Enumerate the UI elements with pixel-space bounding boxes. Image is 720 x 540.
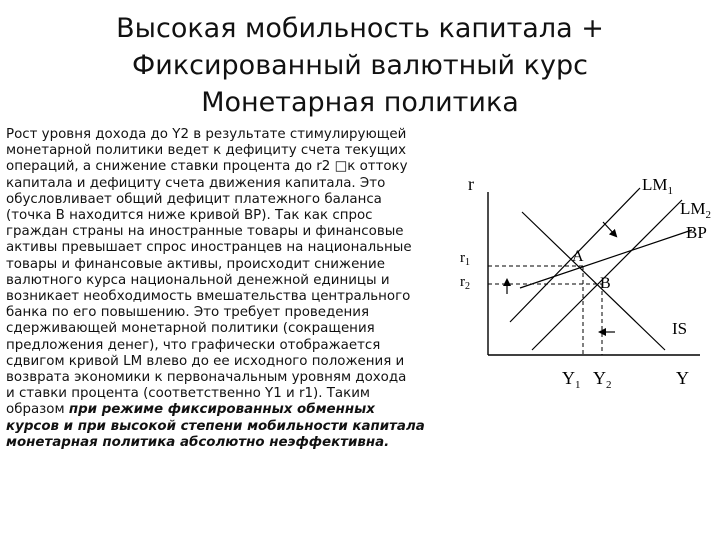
text-line: банка по его повышению. Это требует проведения <box>6 305 370 321</box>
is-lm-bp-diagram <box>450 160 712 396</box>
text-line: возврата экономики к первоначальным уровням дохода <box>6 370 407 386</box>
y-axis-label: r <box>468 174 474 194</box>
text-line: операций, а снижение ставки процента до r2 □к оттоку <box>6 159 408 175</box>
point-b-label: B <box>600 275 611 292</box>
is-label: IS <box>672 319 688 338</box>
conclusion-line: монетарная политика абсолютно неэффективна. <box>6 434 390 450</box>
text-line: сдвигом кривой LM влево до ее исходного положения и <box>6 353 405 369</box>
text-line: монетарной политики ведет к дефициту счета текущих <box>6 143 406 159</box>
text-line: обусловливает общий дефицит платежного баланса <box>6 191 382 207</box>
slide-title <box>0 10 720 121</box>
text-line: сдерживающей монетарной политики (сокращения <box>6 321 375 337</box>
text-plain: образом <box>6 402 69 418</box>
lm1-label: $LM_1$ <box>642 175 673 197</box>
bp-label: BP <box>686 223 707 242</box>
text-line: предложения денег), что графически отображается <box>6 337 381 353</box>
text-line: активы превышает спрос иностранцев на национальные <box>6 240 412 256</box>
is-curve <box>522 212 665 350</box>
text-line: граждан страны на иностранные товары и финансовые <box>6 224 404 240</box>
text-line: валютного курса национальной денежной единицы и <box>6 272 390 288</box>
text-line: капитала и дефициту счета движения капитала. Это <box>6 175 386 191</box>
y2-label: $Y_2$ <box>593 368 612 391</box>
text-line-conclusion <box>6 402 456 418</box>
conclusion-line: курсов и при высокой степени мобильности капитала <box>6 418 425 434</box>
lm2-label: $LM_2$ <box>680 199 711 221</box>
title-line-1: Высокая мобильность капитала + <box>116 13 604 44</box>
text-line: Рост уровня дохода до Y2 в результате стимулирующей <box>6 127 407 142</box>
r1-label: $r_1$ <box>460 250 470 268</box>
point-a-label: A <box>572 248 584 265</box>
x-axis-label: Y <box>676 368 689 388</box>
y1-label: $Y_1$ <box>562 368 581 391</box>
lm-shift-arrow <box>603 222 616 236</box>
text-line: (точка В находится ниже кривой ВР). Так как спрос <box>6 208 373 224</box>
title-line-3: Монетарная политика <box>201 87 519 118</box>
explanation-text <box>6 127 456 451</box>
text-line: и ставки процента (соответственно Y1 и r1). Таким <box>6 386 370 402</box>
text-line: возникает необходимость вмешательства центрального <box>6 289 411 305</box>
conclusion-emphasis: при режиме фиксированных обменных <box>68 402 375 418</box>
title-line-2: Фиксированный валютный курс <box>132 50 588 81</box>
text-line: товары и финансовые активы, происходит снижение <box>6 256 385 272</box>
r2-label: $r_2$ <box>460 274 470 292</box>
